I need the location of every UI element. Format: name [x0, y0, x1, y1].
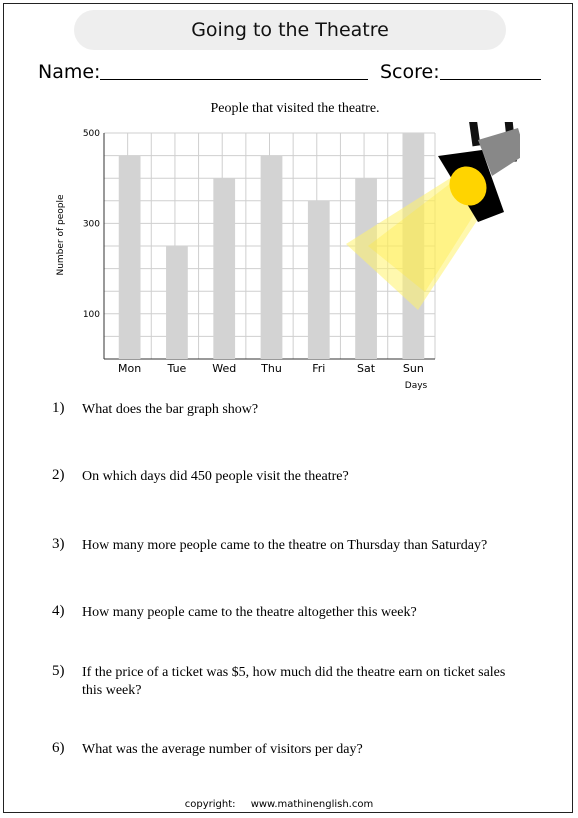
- question-text: How many more people came to the theatre on Thursday than Saturday?: [82, 538, 488, 553]
- bar-wed: [213, 178, 235, 359]
- bar-tue: [166, 246, 188, 359]
- name-field[interactable]: [100, 79, 368, 80]
- worksheet-title: Going to the Theatre: [74, 10, 506, 50]
- y-tick-label: 300: [82, 219, 100, 230]
- x-tick-label: Wed: [212, 362, 237, 375]
- score-field[interactable]: [440, 79, 541, 80]
- bar-thu: [261, 156, 283, 359]
- x-tick-label: Fri: [312, 362, 326, 375]
- lamp-clamp-left: [468, 122, 481, 146]
- chart-title: People that visited the theatre.: [210, 101, 380, 116]
- question-text: On which days did 450 people visit the theatre?: [82, 469, 349, 484]
- website-link[interactable]: www.mathinenglish.com: [250, 799, 374, 810]
- question-number: 2): [52, 467, 65, 483]
- score-label: Score:: [380, 61, 440, 83]
- y-tick-label: 500: [82, 129, 100, 139]
- copyright-label: copyright:: [184, 799, 236, 810]
- y-tick-label: 100: [82, 309, 100, 320]
- question-number: 1): [52, 400, 65, 416]
- x-tick-label: Thu: [261, 362, 282, 375]
- x-tick-label: Sun: [402, 362, 424, 375]
- y-axis-label: Number of people: [56, 194, 66, 276]
- x-axis-label: Days: [404, 381, 428, 391]
- question-number: 3): [52, 536, 65, 552]
- footer: [0, 799, 558, 810]
- x-tick-label: Mon: [118, 362, 142, 375]
- question-text: What was the average number of visitors per day?: [82, 742, 363, 757]
- question-text: If the price of a ticket was $5, how much did the theatre earn on ticket sales this week?: [82, 665, 506, 698]
- bar-fri: [308, 201, 330, 359]
- name-label: Name:: [38, 61, 101, 83]
- bar-chart: [40, 122, 520, 394]
- x-tick-label: Sat: [357, 362, 376, 375]
- question-text: What does the bar graph show?: [82, 402, 259, 417]
- question-number: 6): [52, 740, 65, 756]
- x-tick-label: Tue: [167, 362, 187, 375]
- question-number: 4): [52, 603, 65, 619]
- question-number: 5): [52, 663, 65, 679]
- question-text: How many people came to the theatre altogether this week?: [82, 605, 417, 620]
- bar-mon: [119, 156, 141, 359]
